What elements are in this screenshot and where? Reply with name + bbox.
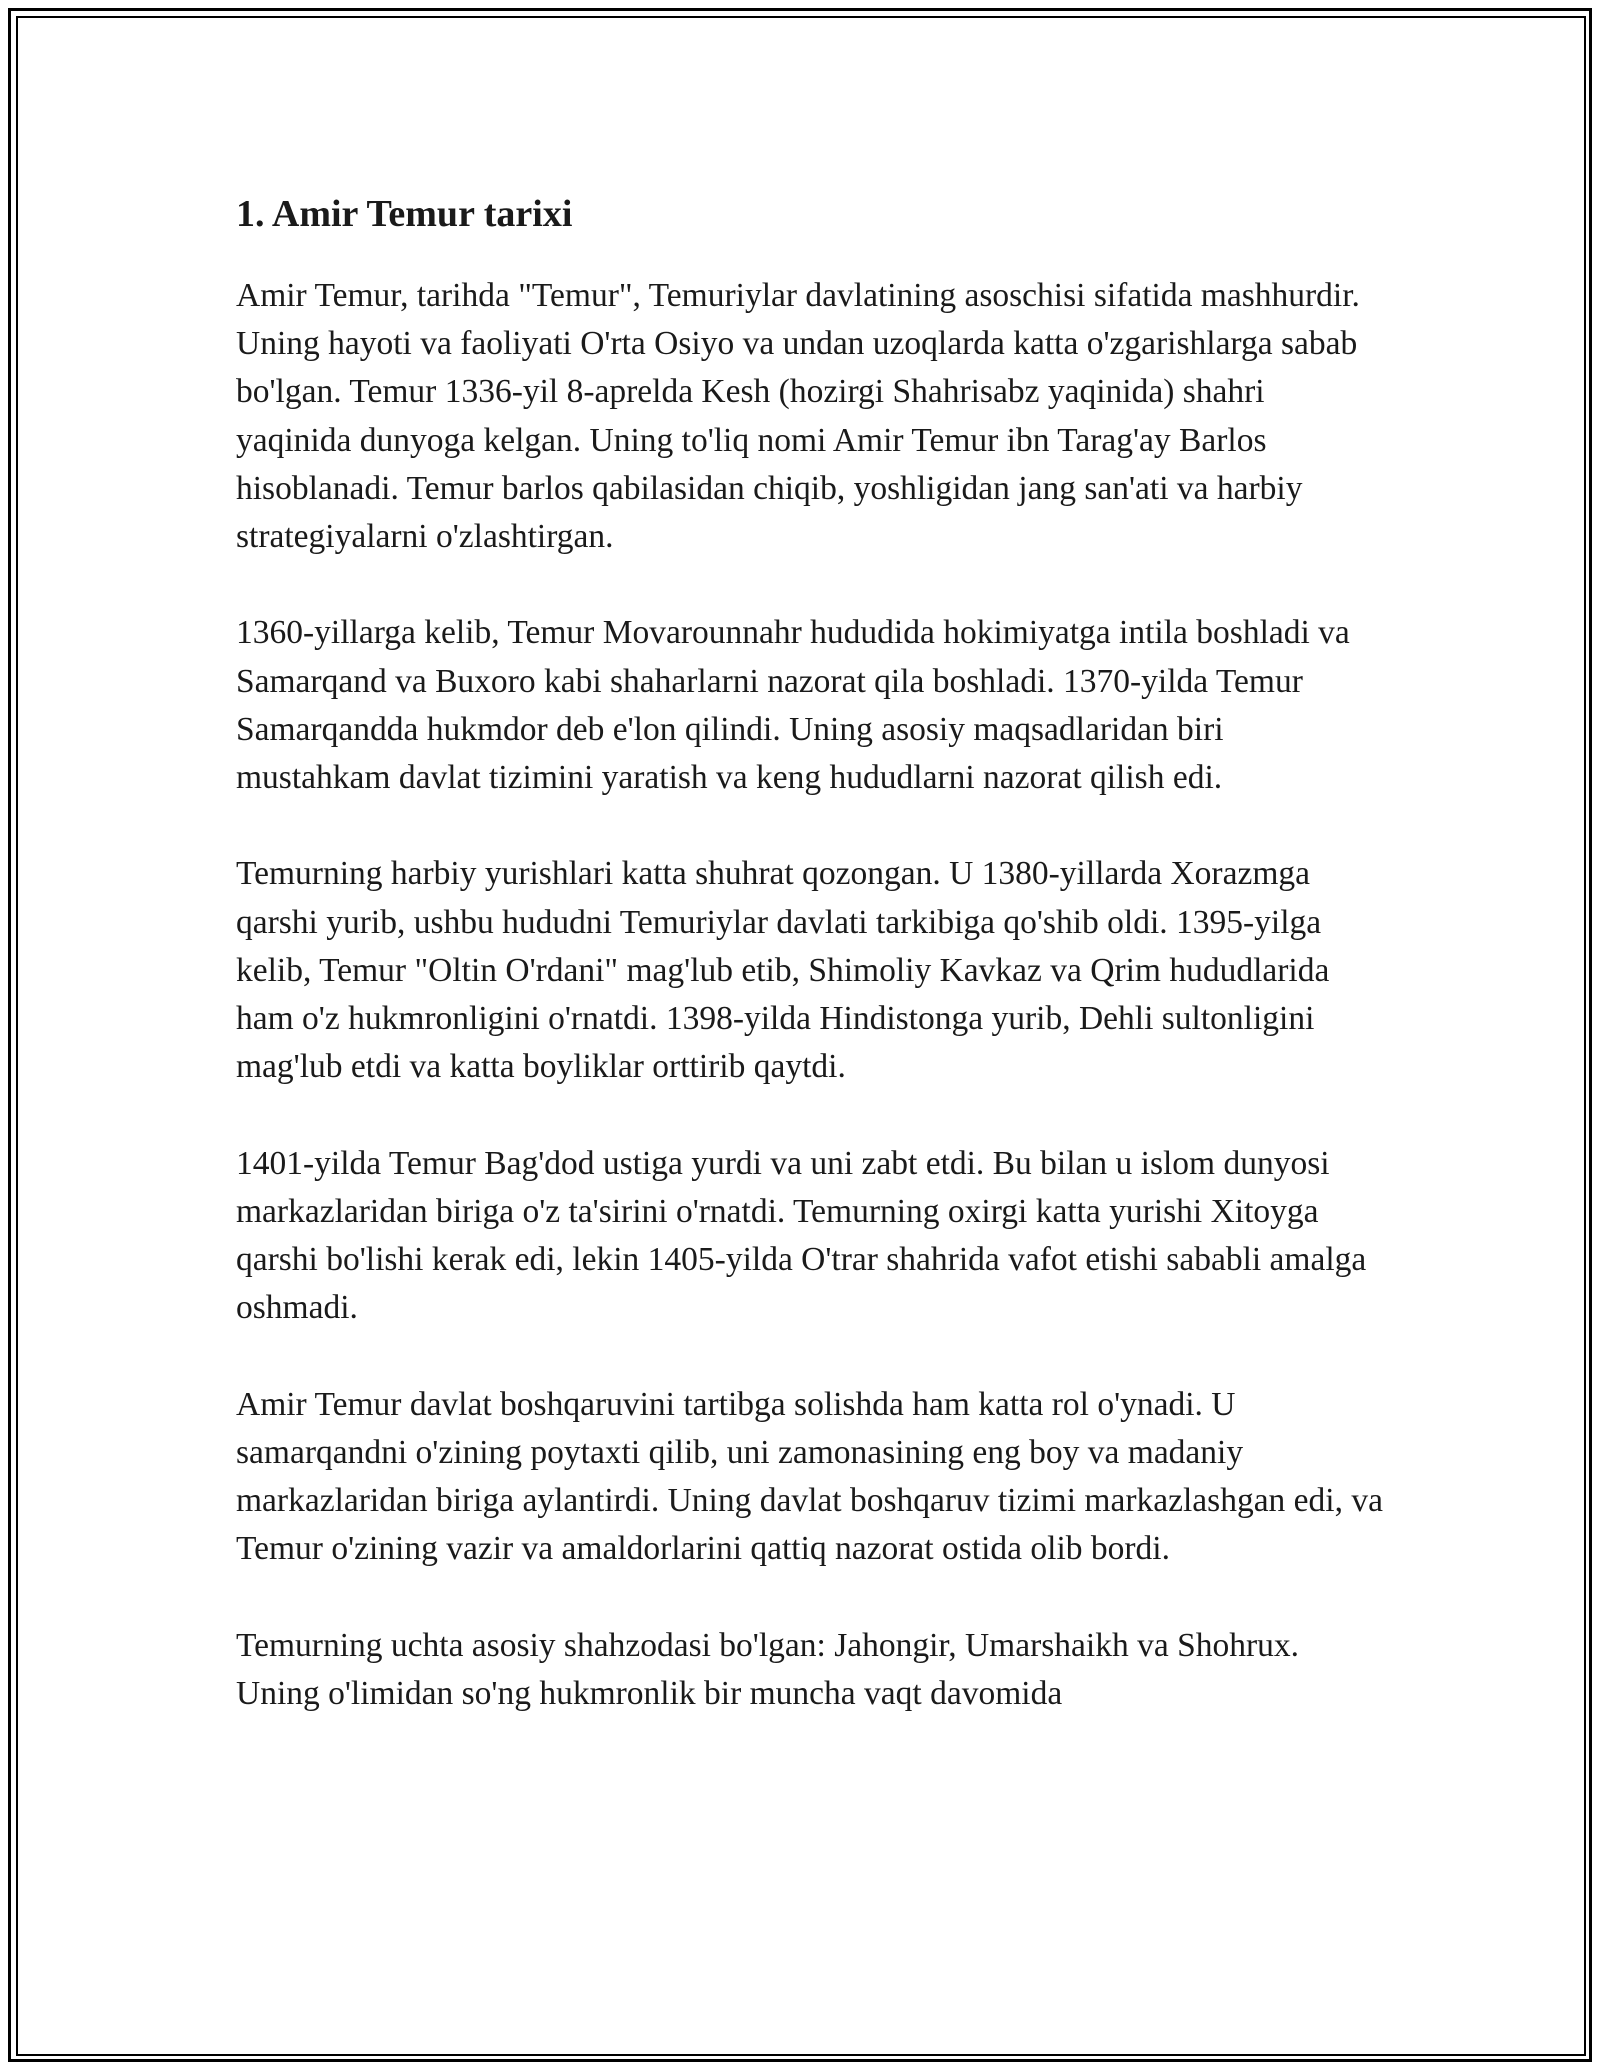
document-body	[236, 180, 1386, 1766]
paragraph-3: Temurning harbiy yurishlari katta shuhrat qozongan. U 1380-yillarda Xorazmga qarshi yurib, ushbu hududni Temuriylar davlati tarkibiga qo'shib oldi. 1395-yilga kelib, Temur "Oltin O'rdani" mag'lub etib, Shimoliy Kavkaz va Qrim hududlarida ham o'z hukmronligini o'rnatdi. 1398-yilda Hindistonga yurib, Dehli sultonligini mag'lub etdi va katta boyliklar orttirib qaytdi.	[236, 855, 1330, 1086]
paragraph-4: 1401-yilda Temur Bag'dod ustiga yurdi va uni zabt etdi. Bu bilan u islom dunyosi markazlaridan biriga o'z ta'sirini o'rnatdi. Temurning oxirgi katta yurishi Xitoyga qarshi bo'lishi kerak edi, lekin 1405-yilda O'trar shahrida vafot etishi sababli amalga oshmadi.	[236, 1144, 1367, 1327]
paragraph-1: Amir Temur, tarihda "Temur", Temuriylar davlatining asoschisi sifatida mashhurdir. Uning hayoti va faoliyati O'rta Osiyo va undan uzoqlarda katta o'zgarishlarga sabab bo'lgan. Temur 1336-yil 8-aprelda Kesh (hozirgi Shahrisabz yaqinida) shahri yaqinida dunyoga kelgan. Uning to'liq nomi Amir Temur ibn Tarag'ay Barlos hisoblanadi. Temur barlos qabilasidan chiqib, yoshligidan jang san'ati va harbiy strategiyalarni o'zlashtirgan.	[236, 277, 1360, 556]
document-heading: 1. Amir Temur tarixi	[236, 193, 573, 235]
paragraph-6: Temurning uchta asosiy shahzodasi bo'lgan: Jahongir, Umarshaikh va Shohrux. Uning o'limidan so'ng hukmronlik bir muncha vaqt davomida	[236, 1626, 1299, 1712]
paragraph-5: Amir Temur davlat boshqaruvini tartibga solishda ham katta rol o'ynadi. U samarqandni o'zining poytaxti qilib, uni zamonasining eng boy va madaniy markazlaridan biriga aylantirdi. Uning davlat boshqaruv tizimi markazlashgan edi, va Temur o'zining vazir va amaldorlarini qattiq nazorat ostida olib bordi.	[236, 1385, 1383, 1568]
paragraph-2: 1360-yillarga kelib, Temur Movarounnahr hududida hokimiyatga intila boshladi va Samarqand va Buxoro kabi shaharlarni nazorat qila boshladi. 1370-yilda Temur Samarqandda hukmdor deb e'lon qilindi. Uning asosiy maqsadlaridan biri mustahkam davlat tizimini yaratish va keng hududlarni nazorat qilish edi.	[236, 614, 1350, 797]
